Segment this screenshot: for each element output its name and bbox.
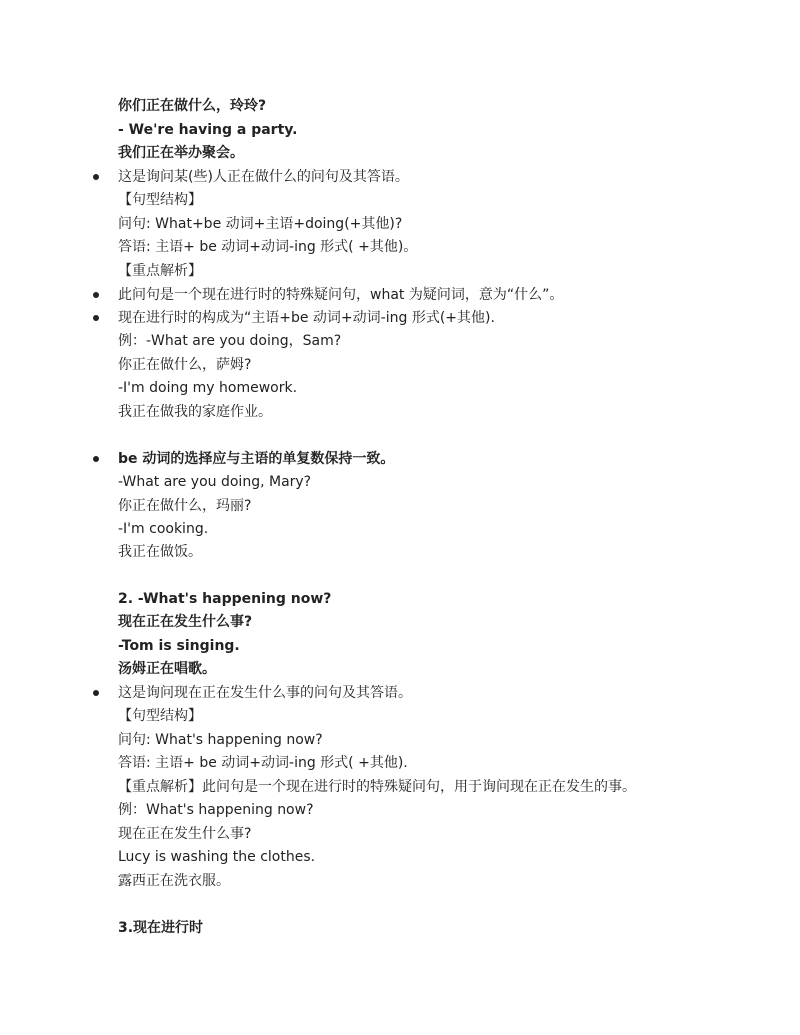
bullet-icon bbox=[93, 456, 99, 462]
example-line: 现在正在发生什么事? bbox=[118, 826, 252, 842]
example-line: -I'm cooking. bbox=[118, 521, 209, 537]
text-line: 答语: 主语+ be 动词+动词-ing 形式( +其他)。 bbox=[118, 239, 418, 255]
section-label: 【重点解析】 bbox=[118, 263, 202, 279]
example-line: -I'm doing my homework. bbox=[118, 380, 298, 396]
example-line: 我正在做我的家庭作业。 bbox=[118, 404, 272, 420]
section-label: 【句型结构】 bbox=[118, 192, 202, 208]
bullet-icon bbox=[93, 292, 99, 298]
example-line: 你正在做什么，萨姆? bbox=[118, 357, 252, 373]
bullet-text: 这是询问某(些)人正在做什么的问句及其答语。 bbox=[118, 169, 409, 185]
text-line: 【重点解析】此问句是一个现在进行时的特殊疑问句，用于询问现在正在发生的事。 bbox=[118, 779, 636, 795]
dialogue-line: 我们正在举办聚会。 bbox=[118, 145, 244, 161]
section-heading: 2. -What's happening now? bbox=[118, 591, 332, 607]
example-line: 露西正在洗衣服。 bbox=[118, 873, 230, 889]
dialogue-line: - We're having a party. bbox=[118, 122, 298, 138]
example-line: 例：-What are you doing，Sam? bbox=[118, 333, 342, 349]
bullet-icon bbox=[93, 690, 99, 696]
example-line: 我正在做饭。 bbox=[118, 544, 202, 560]
example-line: 例：What's happening now? bbox=[118, 802, 314, 818]
example-line: Lucy is washing the clothes. bbox=[118, 849, 316, 865]
dialogue-line: 现在正在发生什么事? bbox=[118, 614, 253, 630]
dialogue-line: 汤姆正在唱歌。 bbox=[118, 661, 216, 677]
bullet-text: be 动词的选择应与主语的单复数保持一致。 bbox=[118, 451, 395, 467]
example-line: -What are you doing, Mary? bbox=[118, 474, 312, 490]
dialogue-line: -Tom is singing. bbox=[118, 638, 240, 654]
bullet-icon bbox=[93, 315, 99, 321]
section-label: 【句型结构】 bbox=[118, 708, 202, 724]
text-line: 答语: 主语+ be 动词+动词-ing 形式( +其他). bbox=[118, 755, 408, 771]
text-line: 问句: What's happening now? bbox=[118, 732, 323, 748]
bullet-icon bbox=[93, 174, 99, 180]
section-heading: 3.现在进行时 bbox=[118, 920, 204, 936]
bullet-text: 这是询问现在正在发生什么事的问句及其答语。 bbox=[118, 685, 412, 701]
bullet-text: 此问句是一个现在进行时的特殊疑问句，what 为疑问词，意为“什么”。 bbox=[118, 287, 564, 303]
example-line: 你正在做什么，玛丽? bbox=[118, 498, 252, 514]
bullet-text: 现在进行时的构成为“主语+be 动词+动词-ing 形式(+其他). bbox=[118, 310, 495, 326]
dialogue-line: 你们正在做什么，玲玲? bbox=[118, 98, 267, 114]
text-line: 问句: What+be 动词+主语+doing(+其他)? bbox=[118, 216, 403, 232]
